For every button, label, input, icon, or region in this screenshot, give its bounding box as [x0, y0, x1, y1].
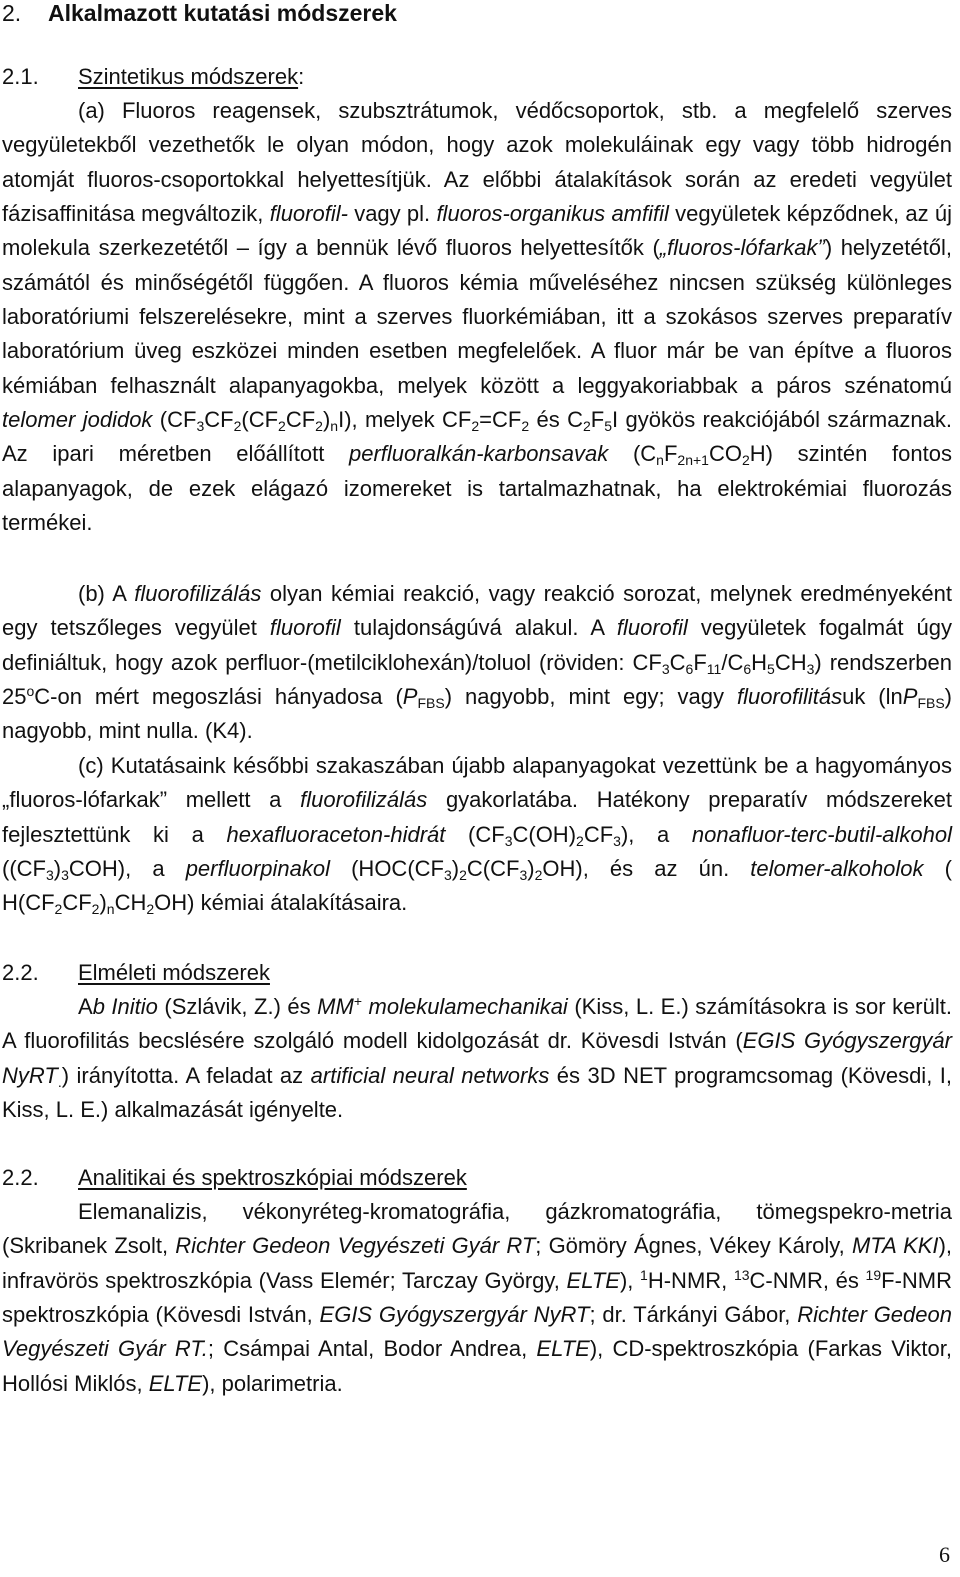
- text-run: OH) kémiai átalakításaira.: [154, 890, 408, 916]
- text-run: n: [656, 452, 664, 469]
- text-run: fluorofil-: [269, 201, 348, 227]
- text-run: ( H(CF: [2, 856, 952, 916]
- text-run: telomer jodidok: [2, 407, 153, 433]
- text-run: H: [751, 649, 768, 675]
- subsection-heading-synthetic: [2, 62, 304, 92]
- text-run: 3: [504, 832, 513, 849]
- paragraph-d: [2, 990, 952, 1127]
- section-title: Alkalmazott kutatási módszerek: [48, 0, 397, 26]
- text-run: olyan kémiai reakció, vagy reakció sorozat, melynek eredményeként egy tetszőleges vegyület: [2, 581, 953, 641]
- text-run: 2: [146, 901, 155, 918]
- text-run: 3: [519, 867, 528, 884]
- text-run: 5: [767, 660, 775, 677]
- text-run: tulajdonságúvá alakul. A: [340, 615, 617, 641]
- text-run: gyakorlatába. Hatékony preparatív módszereket fejlesztettünk ki a: [2, 787, 952, 847]
- text-run: n: [106, 901, 115, 918]
- subsection-title: Elméleti módszerek: [78, 960, 270, 985]
- text-run: vegyületek képződnek, az új molekula szerkezetétől – így a bennük lévő fluoros helyettesítők (: [2, 201, 953, 261]
- subsection-number: 2.2.: [2, 1165, 39, 1190]
- text-run: H-NMR,: [647, 1267, 734, 1293]
- text-run: hexafluoraceton-hidrát: [226, 821, 446, 847]
- text-run: 2: [582, 418, 591, 435]
- text-run: 3: [45, 867, 54, 884]
- text-run: 5: [604, 418, 613, 435]
- text-run: (c) Kutatásaink későbbi szakaszában újabb alapanyagokat vezettünk be a hagyományos „fluoros-lófarkak” mellett a: [2, 753, 952, 813]
- text-run: MM: [317, 994, 354, 1019]
- text-run: nonafluor-terc-butil-alkohol: [691, 821, 952, 847]
- text-run: Richter Gedeon Vegyészeti Gyár RT.: [2, 1302, 952, 1362]
- text-run: (CF: [241, 407, 279, 433]
- text-run: OH), és az ún.: [542, 856, 751, 882]
- text-run: ): [53, 856, 62, 882]
- text-run: Richter Gedeon Vegyészeti Gyár RT: [175, 1233, 536, 1259]
- subsection-title: Szintetikus módszerek: [78, 64, 299, 89]
- text-run: 2: [534, 867, 543, 884]
- text-run: F: [590, 407, 605, 433]
- text-run: FBS: [417, 695, 445, 712]
- text-run: 2: [233, 418, 242, 435]
- text-run: ; dr. Tárkányi Gábor,: [589, 1302, 798, 1328]
- text-run: fluorofilizálás: [134, 581, 262, 606]
- text-run: fluoros-organikus amfifil: [436, 201, 669, 227]
- text-run: C(CF: [466, 856, 520, 882]
- text-run: Elemanalizis, vékonyréteg-kromatográfia, gázkromatográfia, tömegspekro-metria (Skribanek Zsolt,: [2, 1199, 952, 1259]
- subsection-title: Analitikai és spektroszkópiai módszerek: [78, 1165, 467, 1190]
- text-run: 3: [613, 832, 621, 849]
- text-run: EGIS Gyógyszergyár NyRT: [319, 1302, 590, 1328]
- text-run: 13: [733, 1266, 750, 1283]
- text-run: n: [330, 418, 339, 435]
- text-run: /C: [721, 649, 744, 675]
- paragraph-c: [2, 749, 952, 921]
- text-run: 2: [471, 418, 480, 435]
- text-run: b Initio: [92, 994, 158, 1019]
- text-run: ): [99, 890, 107, 916]
- text-run: ) nagyobb, mint egy; vagy: [444, 684, 737, 710]
- text-run: =CF: [479, 407, 522, 433]
- text-run: COH), a: [68, 856, 186, 882]
- text-run: fluorofil: [616, 615, 688, 641]
- text-run: 2: [741, 452, 750, 469]
- text-run: ) helyzetétől, számától és minőségétől függően. A fluoros kémia műveléséhez nincsen szükség különleges laboratóriumi felszerelésekre, mint a szerves fluorkémiában, itt a szokásos szerves preparatív laboratórium üveg eszközei minden esetben megfelelőek. A fluor már be van építve a fluoros kémiában felhasznált alapanyagokba, melyek között a leggyakoriabbak a páros szénatomú: [2, 235, 952, 398]
- text-run: ) irányította. A feladat az: [61, 1062, 311, 1088]
- text-run: (Kiss, L. E.) számításokra is sor került. A fluorofilitás becslésére szolgáló modell kidolgozását dr. Kövesdi István (: [2, 994, 952, 1054]
- text-run: és 3D NET programcsomag (Kövesdi, I, Kiss, L. E.) alkalmazását igényelte.: [2, 1062, 952, 1123]
- text-run: A: [78, 994, 93, 1019]
- text-run: ),: [619, 1267, 641, 1293]
- text-run: P: [402, 684, 418, 710]
- subsection-number: 2.1.: [2, 64, 39, 89]
- text-run: CO: [708, 441, 742, 467]
- text-run: vegyületek fogalmát úgy definiáltuk, hogy azok perfluor-(metilciklohexán)/toluol (röviden: CF: [2, 615, 952, 675]
- text-run: 6: [685, 660, 694, 677]
- text-run: C-NMR, és: [749, 1267, 866, 1293]
- text-run: 2n+1: [677, 452, 709, 469]
- text-run: MTA KKI: [851, 1233, 939, 1259]
- text-run: CH: [774, 649, 807, 675]
- text-run: 3: [443, 867, 452, 884]
- text-run: C: [669, 649, 686, 675]
- text-run: artificial neural networks: [310, 1062, 550, 1088]
- section-number: 2.: [2, 0, 22, 26]
- text-run: fluorofil: [269, 615, 341, 641]
- text-run: ELTE: [148, 1370, 203, 1396]
- text-run: CF: [583, 821, 614, 847]
- text-run: ): [322, 407, 331, 433]
- text-run: F: [693, 649, 707, 675]
- text-run: (HOC(CF: [330, 856, 444, 882]
- text-run: CF: [204, 407, 234, 433]
- text-run: (b) A: [78, 581, 135, 606]
- text-run: uk (ln: [842, 684, 903, 710]
- text-run: ; Csámpai Antal, Bodor Andrea,: [207, 1336, 537, 1362]
- text-run: CH: [114, 890, 147, 916]
- text-run: P: [902, 684, 918, 710]
- text-run: 3: [661, 660, 670, 677]
- text-run: ): [451, 856, 460, 882]
- text-run: vagy pl.: [347, 201, 437, 227]
- text-run: ), polarimetria.: [202, 1370, 343, 1396]
- section-heading: [2, 0, 397, 28]
- subsection-heading-theoretical: [2, 958, 270, 988]
- text-run: molekulamechanikai: [362, 994, 568, 1019]
- text-run: o: [26, 683, 35, 700]
- text-run: ) nagyobb, mint nulla. (K4).: [2, 684, 952, 744]
- text-run: +: [353, 993, 362, 1009]
- text-run: (CF: [152, 407, 197, 433]
- text-run: (C: [608, 441, 657, 467]
- text-run: 2: [459, 867, 467, 884]
- text-run: 2: [278, 418, 286, 435]
- subsection-colon: :: [298, 64, 305, 89]
- paragraph-e: [2, 1195, 952, 1401]
- text-run: ELTE: [536, 1336, 590, 1362]
- text-run: 2: [315, 418, 323, 435]
- text-run: 19: [865, 1266, 882, 1283]
- text-run: 3: [196, 418, 205, 435]
- text-run: fluorofilizálás: [300, 787, 428, 813]
- text-run: F-NMR spektroszkópia (Kövesdi István,: [2, 1267, 952, 1328]
- text-run: ), a: [620, 821, 692, 847]
- text-run: ), CD-spektroszkópia (Farkas Viktor, Hollósi Miklós,: [2, 1336, 952, 1396]
- text-run: ((CF: [2, 856, 46, 882]
- paragraph-a: [2, 94, 952, 540]
- text-run: ELTE: [566, 1267, 620, 1293]
- text-run: 1: [640, 1266, 648, 1283]
- subsection-number: 2.2.: [2, 960, 39, 985]
- text-run: CF: [285, 407, 316, 433]
- text-run: I), melyek CF: [338, 407, 472, 433]
- text-run: és C: [529, 407, 583, 433]
- text-run: H) szintén fontos alapanyagok, de ezek elágazó izomereket is tartalmazhatnak, ha elektrokémiai fluorozás termékei.: [2, 441, 952, 536]
- text-run: perfluorpinakol: [185, 856, 330, 882]
- text-run: fluorofilitás: [736, 684, 843, 710]
- text-run: 2: [54, 901, 63, 918]
- text-run: (a) Fluoros reagensek, szubsztrátumok, védőcsoportok, stb. a megfelelő szerves vegyületekből vezethetők le olyan módon, hogy azok molekuláinak egy vagy több hidrogén atomját fluoros-csoportokkal helyettesítjük. Az előbbi átalakítások során az eredeti vegyület fázisaffinitása megváltozik,: [2, 98, 952, 227]
- text-run: 3: [61, 867, 69, 884]
- text-run: FBS: [917, 695, 945, 712]
- text-run: ) rendszerben 25: [2, 649, 952, 710]
- text-run: ), infravörös spektroszkópia (Vass Elemér; Tarczay György,: [2, 1233, 953, 1293]
- text-run: 6: [743, 660, 752, 677]
- subsection-heading-analytical: [2, 1163, 467, 1193]
- text-run: F: [663, 441, 678, 467]
- text-run: telomer-alkoholok: [750, 856, 924, 882]
- text-run: .: [57, 1073, 62, 1090]
- text-run: I gyökös reakciójából származnak. Az ipari méretben előállított: [2, 407, 953, 467]
- text-run: ; Gömöry Ágnes, Vékey Károly,: [535, 1233, 852, 1259]
- paragraph-b: [2, 577, 952, 749]
- text-run: 2: [91, 901, 100, 918]
- text-run: perfluoralkán-karbonsavak: [349, 441, 609, 467]
- text-run: EGIS Gyógyszergyár NyRT: [2, 1028, 952, 1088]
- text-run: (CF: [445, 821, 505, 847]
- text-run: 2: [521, 418, 530, 435]
- text-run: ): [527, 856, 535, 882]
- text-run: (Szlávik, Z.) és: [157, 994, 318, 1019]
- text-run: C-on mért megoszlási hányadosa (: [34, 684, 403, 710]
- text-run: „fluoros-lófarkak”: [659, 235, 825, 261]
- text-run: C(OH): [512, 821, 577, 847]
- text-run: 3: [806, 660, 815, 677]
- text-run: 11: [706, 660, 722, 677]
- text-run: 2: [576, 832, 584, 849]
- text-run: CF: [62, 890, 92, 916]
- page-number: 6: [939, 1542, 950, 1567]
